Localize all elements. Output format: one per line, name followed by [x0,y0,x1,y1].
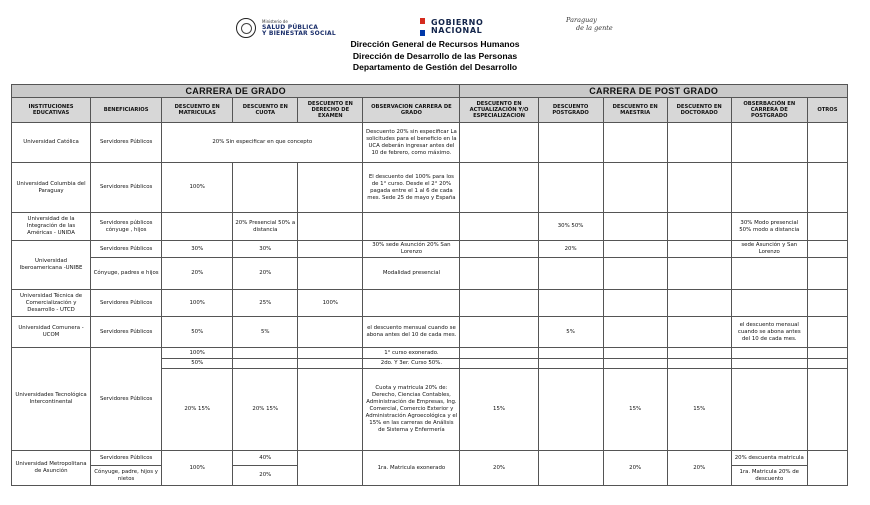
ministry-logo [236,18,336,38]
empty-cell [298,241,363,258]
empty-cell [162,213,233,241]
table-row [12,213,848,241]
title-line-3: Departamento de Gestión del Desarrollo [352,62,518,72]
empty-cell [807,258,847,290]
actualizacion-cell: 20% [460,451,538,486]
empty-cell [731,369,807,451]
empty-cell [363,213,460,241]
empty-cell [460,317,538,348]
observation-post-cell: 20% descuenta matricula [731,451,807,466]
seal-icon [236,18,256,38]
empty-cell [460,258,538,290]
table-row [12,123,848,163]
observation-cell: El descuento del 100% para los de 1° curso. Desde el 2° 20% pagada entre el 1 al 6 de cada mes. Sede 25 de mayo y España [363,163,460,213]
empty-cell [460,348,538,359]
empty-cell [603,348,667,359]
empty-cell [538,451,603,486]
postgrado-cell: 5% [538,317,603,348]
col-header-observacion-postgrado: OBSERBACIÓN EN CARRERA DE POSTGRADO [731,98,807,123]
examen-cell: 100% [298,290,363,317]
empty-cell [603,317,667,348]
empty-cell [538,163,603,213]
cuota-cell: 20% [233,466,298,486]
institution-cell: Universidad Columbia del Paraguay [12,163,91,213]
discount-merged-cell: 20% Sin especificar en que concepto [162,123,363,163]
empty-cell [667,359,731,369]
empty-cell [807,213,847,241]
doctorado-cell: 20% [667,451,731,486]
table-row [12,163,848,213]
empty-cell [807,241,847,258]
paraguay-logo [566,16,613,32]
empty-cell [667,290,731,317]
matricula-cell: 100% [162,348,233,359]
empty-cell [298,348,363,359]
col-header-beneficiarios: BENEFICIARIOS [91,98,162,123]
col-header-cuota: DESCUENTO EN CUOTA [233,98,298,123]
empty-cell [603,241,667,258]
ministry-logo-line1: SALUD PÚBLICA [262,24,319,31]
empty-cell [667,258,731,290]
empty-cell [460,359,538,369]
empty-cell [460,163,538,213]
institution-cell: Universidad Iberoamericana -UNIBE [12,241,91,290]
empty-cell [298,163,363,213]
empty-cell [731,359,807,369]
postgrado-cell: 30% 50% [538,213,603,241]
section-postgrado: CARRERA DE POST GRADO [460,85,848,98]
empty-cell [538,348,603,359]
observation-cell: 30% sede Asunción 20% San Lorenzo [363,241,460,258]
empty-cell [538,369,603,451]
empty-cell [603,123,667,163]
empty-cell [538,290,603,317]
government-logo-line2: NACIONAL [431,26,483,35]
ministry-logo-line2: Y BIENESTAR SOCIAL [262,30,336,37]
matricula-cell: 100% [162,163,233,213]
empty-cell [298,258,363,290]
empty-cell [298,317,363,348]
observation-post-cell: 1ra. Matricula 20% de descuento [731,466,807,486]
section-header-row [12,85,848,98]
empty-cell [298,451,363,486]
empty-cell [807,348,847,359]
beneficiary-cell: Servidores Públicos [91,163,162,213]
institution-cell: Universidad de la Integración de las Américas - UNIDA [12,213,91,241]
empty-cell [233,359,298,369]
empty-cell [538,359,603,369]
empty-cell [807,369,847,451]
empty-cell [807,290,847,317]
matricula-cell: 50% [162,317,233,348]
maestria-cell: 20% [603,451,667,486]
empty-cell [807,123,847,163]
empty-cell [538,258,603,290]
observation-cell: Cuota y matricula 20% de: Derecho, Ciencias Contables, Administración de Empresas, Ing. Comercial, Comercio Exterior y Administración Agroecológica y el 15% en las carreras de Análisis de Sistema y Enfermería [363,369,460,451]
beneficiary-cell: Servidores Públicos [91,317,162,348]
empty-cell [731,123,807,163]
empty-cell [603,163,667,213]
observation-cell: Descuento 20% sin especificar La solicitudes para el beneficio en la UCA deberán ingresar antes del 10 de febrero, como máximo. [363,123,460,163]
beneficiary-cell: Cónyuge, padres e hijos [91,258,162,290]
empty-cell [603,258,667,290]
matricula-cell: 30% [162,241,233,258]
column-header-row [12,98,848,123]
institution-cell: Universidades Tecnológica Intercontinental [12,348,91,451]
postgrado-cell: 20% [538,241,603,258]
empty-cell [731,348,807,359]
empty-cell [667,213,731,241]
observation-post-cell: sede Asunción y San Lorenzo [731,241,807,258]
cuota-cell: 30% [233,241,298,258]
document-titles [0,39,870,74]
empty-cell [807,163,847,213]
empty-cell [731,290,807,317]
beneficiary-cell: Servidores Públicos [91,241,162,258]
cuota-cell: 25% [233,290,298,317]
empty-cell [807,317,847,348]
cuota-cell: 20% [233,258,298,290]
empty-cell [460,213,538,241]
beneficiary-cell: Servidores Públicos [91,290,162,317]
table-row [12,258,848,290]
table-row [12,241,848,258]
observation-cell: el descuento mensual cuando se abona antes del 10 de cada mes. [363,317,460,348]
observation-cell: 2do. Y 3er. Curso 50%. [363,359,460,369]
empty-cell [667,348,731,359]
empty-cell [807,451,847,486]
empty-cell [298,359,363,369]
beneficiary-cell: Servidores Públicos [91,451,162,466]
empty-cell [298,213,363,241]
institution-cell: Universidad Técnica de Comercialización y Desarrollo - UTCD [12,290,91,317]
empty-cell [667,123,731,163]
paraguay-logo-line1: Paraguay [566,16,597,24]
col-header-actualizacion: DESCUENTO EN ACTUALIZACIÓN Y/O ESPECIALIZACION [460,98,538,123]
empty-cell [603,359,667,369]
col-header-doctorado: DESCUENTO EN DOCTORADO [667,98,731,123]
col-header-matriculas: DESCUENTO EN MATRICULAS [162,98,233,123]
observation-cell: 1ra. Matricula exonerado [363,451,460,486]
empty-cell [538,123,603,163]
institution-cell: Universidad Católica [12,123,91,163]
empty-cell [603,290,667,317]
empty-cell [363,290,460,317]
matricula-cell: 100% [162,290,233,317]
paraguay-logo-line2: de la gente [576,24,613,32]
flag-icon [420,18,425,36]
institution-cell: Universidad Comunera - UCOM [12,317,91,348]
observation-post-cell: el descuento mensual cuando se abona antes del 10 de cada mes. [731,317,807,348]
empty-cell [731,163,807,213]
empty-cell [667,317,731,348]
title-line-2: Dirección de Desarrollo de las Personas [352,50,518,61]
col-header-instituciones: INSTITUCIONES EDUCATIVAS [12,98,91,123]
beneficiary-cell: Cónyuge, padre, hijos y nietos [91,466,162,486]
maestria-cell: 15% [603,369,667,451]
empty-cell [667,241,731,258]
empty-cell [460,290,538,317]
government-logo-line1: GOBIERNO [431,18,484,27]
empty-cell [667,163,731,213]
beneficiary-cell: Servidores Públicos [91,348,162,451]
matricula-cell: 100% [162,451,233,486]
empty-cell [233,348,298,359]
observation-cell: 1° curso exonerado. [363,348,460,359]
observation-cell: Modalidad presencial [363,258,460,290]
empty-cell [731,258,807,290]
col-header-examen: DESCUENTO EN DERECHO DE EXAMEN [298,98,363,123]
empty-cell [807,359,847,369]
matricula-cell: 20% 15% [162,369,233,451]
matricula-cell: 20% [162,258,233,290]
cuota-cell: 40% [233,451,298,466]
col-header-maestria: DESCUENTO EN MAESTRIA [603,98,667,123]
actualizacion-cell: 15% [460,369,538,451]
table-row [12,317,848,348]
table-row [12,451,848,466]
col-header-otros: OTROS [807,98,847,123]
benefits-table [11,84,848,486]
title-line-1: Dirección General de Recursos Humanos [350,39,520,49]
empty-cell [460,123,538,163]
matricula-cell: 50% [162,359,233,369]
observation-post-cell: 30% Modo presencial 50% modo a distancia [731,213,807,241]
empty-cell [298,369,363,451]
empty-cell [460,241,538,258]
ministry-logo-small: Ministerio de [262,19,288,24]
government-logo [420,18,483,36]
section-grado: CARRERA DE GRADO [12,85,460,98]
beneficiary-cell: Servidores Públicos [91,123,162,163]
cuota-cell: 20% Presencial 50% a distancia [233,213,298,241]
table-row [12,348,848,359]
col-header-observacion-grado: OBSERVACION CARRERA DE GRADO [363,98,460,123]
cuota-cell: 5% [233,317,298,348]
empty-cell [233,163,298,213]
cuota-cell: 20% 15% [233,369,298,451]
doctorado-cell: 15% [667,369,731,451]
beneficiary-cell: Servidores públicos cónyuge , hijos [91,213,162,241]
col-header-postgrado: DESCUENTO POSTGRADO [538,98,603,123]
table-row [12,290,848,317]
institution-cell: Universidad Metropolitana de Asunción [12,451,91,486]
empty-cell [603,213,667,241]
